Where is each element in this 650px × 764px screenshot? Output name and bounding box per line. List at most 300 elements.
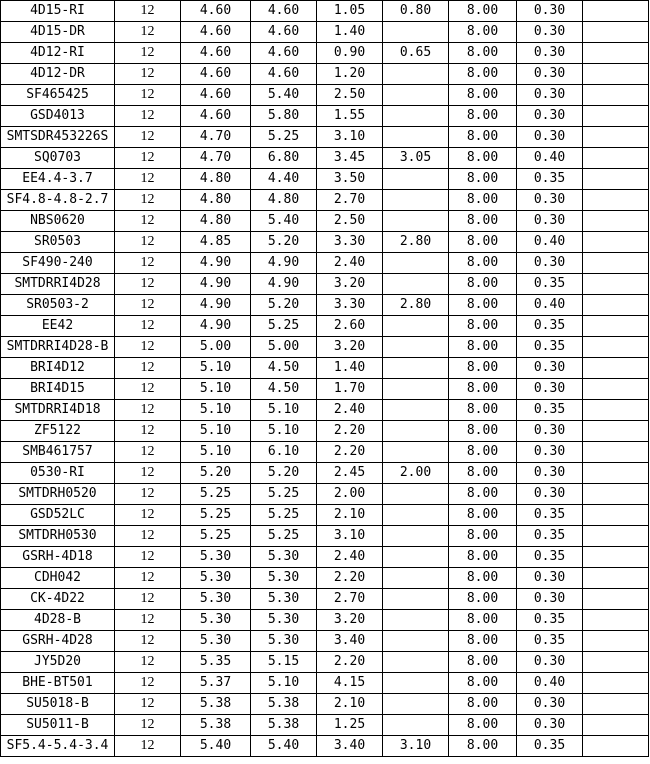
cell-pitch: 8.00 <box>449 442 517 463</box>
cell-tape-width: 12 <box>115 694 181 715</box>
cell-thickness: 0.40 <box>517 232 583 253</box>
cell-extra <box>583 547 649 568</box>
cell-height-alt <box>383 190 449 211</box>
cell-height: 2.60 <box>317 316 383 337</box>
cell-length: 4.70 <box>181 148 251 169</box>
table-row <box>1 421 649 442</box>
cell-tape-width: 12 <box>115 358 181 379</box>
cell-part-number: SR0503 <box>1 232 115 253</box>
table-row <box>1 64 649 85</box>
table-row <box>1 232 649 253</box>
cell-extra <box>583 484 649 505</box>
cell-tape-width: 12 <box>115 253 181 274</box>
cell-tape-width: 12 <box>115 631 181 652</box>
cell-length: 4.90 <box>181 253 251 274</box>
cell-height-alt <box>383 610 449 631</box>
cell-part-number: CK-4D22 <box>1 589 115 610</box>
cell-height-alt <box>383 673 449 694</box>
cell-length: 4.60 <box>181 22 251 43</box>
cell-tape-width: 12 <box>115 190 181 211</box>
cell-length: 4.80 <box>181 169 251 190</box>
cell-thickness: 0.30 <box>517 127 583 148</box>
table-row <box>1 568 649 589</box>
cell-part-number: SR0503-2 <box>1 295 115 316</box>
cell-pitch: 8.00 <box>449 673 517 694</box>
table-row <box>1 463 649 484</box>
cell-height: 3.40 <box>317 631 383 652</box>
cell-height: 2.50 <box>317 85 383 106</box>
cell-length: 5.30 <box>181 610 251 631</box>
cell-thickness: 0.30 <box>517 694 583 715</box>
cell-tape-width: 12 <box>115 85 181 106</box>
cell-length: 5.30 <box>181 547 251 568</box>
cell-pitch: 8.00 <box>449 337 517 358</box>
cell-pitch: 8.00 <box>449 1 517 22</box>
cell-length: 5.30 <box>181 589 251 610</box>
cell-pitch: 8.00 <box>449 232 517 253</box>
cell-part-number: GSD4013 <box>1 106 115 127</box>
cell-extra <box>583 127 649 148</box>
cell-length: 5.00 <box>181 337 251 358</box>
cell-pitch: 8.00 <box>449 589 517 610</box>
cell-part-number: JY5D20 <box>1 652 115 673</box>
cell-part-number: BRI4D15 <box>1 379 115 400</box>
cell-part-number: SQ0703 <box>1 148 115 169</box>
cell-extra <box>583 673 649 694</box>
cell-thickness: 0.30 <box>517 253 583 274</box>
cell-height-alt <box>383 631 449 652</box>
table-row <box>1 442 649 463</box>
cell-length: 5.10 <box>181 400 251 421</box>
cell-thickness: 0.30 <box>517 1 583 22</box>
cell-part-number: SMTDRRI4D18 <box>1 400 115 421</box>
cell-height: 2.70 <box>317 190 383 211</box>
cell-height-alt: 2.80 <box>383 295 449 316</box>
cell-thickness: 0.30 <box>517 22 583 43</box>
cell-height: 2.10 <box>317 694 383 715</box>
cell-tape-width: 12 <box>115 43 181 64</box>
cell-tape-width: 12 <box>115 610 181 631</box>
cell-part-number: SMTDRH0520 <box>1 484 115 505</box>
table-row <box>1 190 649 211</box>
cell-extra <box>583 316 649 337</box>
cell-thickness: 0.35 <box>517 631 583 652</box>
cell-height: 2.40 <box>317 547 383 568</box>
cell-height-alt <box>383 358 449 379</box>
cell-width: 5.40 <box>251 211 317 232</box>
cell-width: 4.60 <box>251 1 317 22</box>
cell-length: 4.60 <box>181 85 251 106</box>
table-row <box>1 169 649 190</box>
cell-height: 3.30 <box>317 232 383 253</box>
cell-part-number: ZF5122 <box>1 421 115 442</box>
cell-height-alt: 0.80 <box>383 1 449 22</box>
cell-thickness: 0.35 <box>517 526 583 547</box>
cell-width: 5.30 <box>251 589 317 610</box>
cell-height: 1.05 <box>317 1 383 22</box>
cell-height: 3.50 <box>317 169 383 190</box>
cell-extra <box>583 295 649 316</box>
cell-width: 5.10 <box>251 673 317 694</box>
cell-pitch: 8.00 <box>449 715 517 736</box>
cell-extra <box>583 631 649 652</box>
cell-height: 1.40 <box>317 358 383 379</box>
table-row <box>1 85 649 106</box>
cell-pitch: 8.00 <box>449 610 517 631</box>
cell-width: 5.25 <box>251 505 317 526</box>
cell-length: 4.60 <box>181 1 251 22</box>
cell-width: 4.50 <box>251 379 317 400</box>
cell-height-alt: 2.00 <box>383 463 449 484</box>
cell-width: 5.20 <box>251 232 317 253</box>
cell-width: 5.15 <box>251 652 317 673</box>
cell-length: 5.25 <box>181 526 251 547</box>
table-row <box>1 211 649 232</box>
cell-extra <box>583 400 649 421</box>
cell-part-number: 0530-RI <box>1 463 115 484</box>
table-row <box>1 295 649 316</box>
cell-length: 4.85 <box>181 232 251 253</box>
cell-height-alt <box>383 442 449 463</box>
table-row <box>1 127 649 148</box>
cell-thickness: 0.35 <box>517 316 583 337</box>
table-row <box>1 652 649 673</box>
cell-thickness: 0.30 <box>517 358 583 379</box>
cell-extra <box>583 736 649 757</box>
cell-pitch: 8.00 <box>449 547 517 568</box>
cell-tape-width: 12 <box>115 463 181 484</box>
cell-height-alt <box>383 484 449 505</box>
cell-tape-width: 12 <box>115 568 181 589</box>
cell-length: 4.70 <box>181 127 251 148</box>
cell-length: 4.90 <box>181 295 251 316</box>
cell-pitch: 8.00 <box>449 169 517 190</box>
cell-height-alt <box>383 85 449 106</box>
cell-length: 4.90 <box>181 274 251 295</box>
cell-height: 2.45 <box>317 463 383 484</box>
cell-height: 1.25 <box>317 715 383 736</box>
cell-tape-width: 12 <box>115 484 181 505</box>
cell-pitch: 8.00 <box>449 295 517 316</box>
cell-height: 3.20 <box>317 274 383 295</box>
cell-width: 5.30 <box>251 610 317 631</box>
cell-extra <box>583 106 649 127</box>
cell-height: 2.20 <box>317 568 383 589</box>
cell-part-number: SMB461757 <box>1 442 115 463</box>
cell-part-number: GSRH-4D28 <box>1 631 115 652</box>
cell-width: 5.30 <box>251 631 317 652</box>
table-row <box>1 547 649 568</box>
cell-height: 3.20 <box>317 610 383 631</box>
cell-pitch: 8.00 <box>449 484 517 505</box>
cell-tape-width: 12 <box>115 106 181 127</box>
cell-thickness: 0.30 <box>517 106 583 127</box>
cell-tape-width: 12 <box>115 274 181 295</box>
cell-tape-width: 12 <box>115 400 181 421</box>
cell-height-alt: 2.80 <box>383 232 449 253</box>
table-row <box>1 148 649 169</box>
cell-height: 2.20 <box>317 442 383 463</box>
cell-length: 5.38 <box>181 715 251 736</box>
cell-height-alt <box>383 316 449 337</box>
cell-pitch: 8.00 <box>449 316 517 337</box>
table-row <box>1 694 649 715</box>
cell-pitch: 8.00 <box>449 694 517 715</box>
cell-height-alt <box>383 715 449 736</box>
cell-height-alt: 0.65 <box>383 43 449 64</box>
cell-width: 5.80 <box>251 106 317 127</box>
cell-pitch: 8.00 <box>449 211 517 232</box>
cell-length: 5.10 <box>181 421 251 442</box>
cell-height: 3.40 <box>317 736 383 757</box>
cell-height-alt <box>383 589 449 610</box>
cell-pitch: 8.00 <box>449 400 517 421</box>
cell-thickness: 0.30 <box>517 568 583 589</box>
cell-extra <box>583 568 649 589</box>
cell-width: 4.60 <box>251 64 317 85</box>
cell-extra <box>583 379 649 400</box>
table-row <box>1 106 649 127</box>
table-row <box>1 526 649 547</box>
cell-thickness: 0.35 <box>517 736 583 757</box>
cell-extra <box>583 652 649 673</box>
table-row <box>1 316 649 337</box>
cell-tape-width: 12 <box>115 736 181 757</box>
cell-thickness: 0.30 <box>517 43 583 64</box>
cell-width: 6.80 <box>251 148 317 169</box>
cell-tape-width: 12 <box>115 232 181 253</box>
cell-height: 3.20 <box>317 337 383 358</box>
cell-length: 5.10 <box>181 358 251 379</box>
cell-thickness: 0.30 <box>517 652 583 673</box>
table-row <box>1 337 649 358</box>
spec-table-body <box>1 1 649 757</box>
cell-height: 1.20 <box>317 64 383 85</box>
cell-extra <box>583 211 649 232</box>
table-row <box>1 400 649 421</box>
cell-thickness: 0.35 <box>517 547 583 568</box>
cell-tape-width: 12 <box>115 421 181 442</box>
cell-width: 5.30 <box>251 547 317 568</box>
cell-pitch: 8.00 <box>449 22 517 43</box>
cell-extra <box>583 253 649 274</box>
cell-part-number: SU5011-B <box>1 715 115 736</box>
cell-width: 5.20 <box>251 295 317 316</box>
cell-extra <box>583 1 649 22</box>
cell-height: 2.70 <box>317 589 383 610</box>
cell-thickness: 0.30 <box>517 715 583 736</box>
cell-tape-width: 12 <box>115 547 181 568</box>
cell-extra <box>583 463 649 484</box>
cell-pitch: 8.00 <box>449 190 517 211</box>
table-row <box>1 22 649 43</box>
cell-part-number: GSD52LC <box>1 505 115 526</box>
cell-height-alt <box>383 127 449 148</box>
cell-part-number: CDH042 <box>1 568 115 589</box>
cell-extra <box>583 274 649 295</box>
cell-height: 2.40 <box>317 400 383 421</box>
cell-tape-width: 12 <box>115 337 181 358</box>
cell-length: 5.40 <box>181 736 251 757</box>
cell-length: 4.60 <box>181 106 251 127</box>
cell-thickness: 0.30 <box>517 64 583 85</box>
cell-pitch: 8.00 <box>449 358 517 379</box>
cell-thickness: 0.35 <box>517 274 583 295</box>
cell-thickness: 0.30 <box>517 85 583 106</box>
cell-extra <box>583 589 649 610</box>
cell-height: 3.30 <box>317 295 383 316</box>
cell-height: 3.45 <box>317 148 383 169</box>
cell-height-alt <box>383 22 449 43</box>
cell-width: 5.25 <box>251 526 317 547</box>
cell-height-alt <box>383 694 449 715</box>
cell-tape-width: 12 <box>115 148 181 169</box>
cell-thickness: 0.35 <box>517 400 583 421</box>
cell-height-alt <box>383 421 449 442</box>
cell-width: 4.90 <box>251 253 317 274</box>
cell-thickness: 0.40 <box>517 148 583 169</box>
cell-height-alt <box>383 169 449 190</box>
cell-height-alt <box>383 568 449 589</box>
cell-width: 4.60 <box>251 22 317 43</box>
cell-part-number: 4D15-RI <box>1 1 115 22</box>
cell-height: 3.10 <box>317 526 383 547</box>
cell-length: 5.10 <box>181 442 251 463</box>
cell-thickness: 0.35 <box>517 169 583 190</box>
cell-thickness: 0.30 <box>517 442 583 463</box>
cell-thickness: 0.30 <box>517 421 583 442</box>
cell-extra <box>583 85 649 106</box>
cell-height-alt <box>383 274 449 295</box>
cell-length: 4.90 <box>181 316 251 337</box>
cell-tape-width: 12 <box>115 505 181 526</box>
cell-height: 2.40 <box>317 253 383 274</box>
cell-width: 4.40 <box>251 169 317 190</box>
cell-width: 5.25 <box>251 484 317 505</box>
cell-tape-width: 12 <box>115 211 181 232</box>
cell-extra <box>583 715 649 736</box>
cell-pitch: 8.00 <box>449 568 517 589</box>
cell-tape-width: 12 <box>115 715 181 736</box>
cell-part-number: SF5.4-5.4-3.4 <box>1 736 115 757</box>
cell-pitch: 8.00 <box>449 127 517 148</box>
cell-length: 4.60 <box>181 64 251 85</box>
cell-extra <box>583 190 649 211</box>
cell-part-number: 4D15-DR <box>1 22 115 43</box>
cell-pitch: 8.00 <box>449 85 517 106</box>
cell-height-alt <box>383 253 449 274</box>
cell-thickness: 0.30 <box>517 589 583 610</box>
cell-length: 4.80 <box>181 190 251 211</box>
cell-tape-width: 12 <box>115 589 181 610</box>
cell-pitch: 8.00 <box>449 631 517 652</box>
cell-height: 1.70 <box>317 379 383 400</box>
cell-tape-width: 12 <box>115 295 181 316</box>
cell-length: 5.25 <box>181 505 251 526</box>
cell-thickness: 0.30 <box>517 484 583 505</box>
table-row <box>1 484 649 505</box>
cell-extra <box>583 421 649 442</box>
cell-height-alt <box>383 379 449 400</box>
table-row <box>1 715 649 736</box>
cell-length: 4.80 <box>181 211 251 232</box>
cell-height-alt <box>383 337 449 358</box>
cell-tape-width: 12 <box>115 169 181 190</box>
cell-part-number: BHE-BT501 <box>1 673 115 694</box>
cell-thickness: 0.35 <box>517 610 583 631</box>
cell-width: 5.38 <box>251 694 317 715</box>
cell-part-number: BRI4D12 <box>1 358 115 379</box>
cell-pitch: 8.00 <box>449 526 517 547</box>
cell-thickness: 0.40 <box>517 673 583 694</box>
table-row <box>1 673 649 694</box>
cell-tape-width: 12 <box>115 1 181 22</box>
cell-tape-width: 12 <box>115 379 181 400</box>
cell-length: 5.37 <box>181 673 251 694</box>
cell-tape-width: 12 <box>115 22 181 43</box>
cell-tape-width: 12 <box>115 526 181 547</box>
cell-height: 2.20 <box>317 652 383 673</box>
cell-pitch: 8.00 <box>449 274 517 295</box>
cell-width: 5.30 <box>251 568 317 589</box>
cell-height: 2.20 <box>317 421 383 442</box>
cell-width: 5.10 <box>251 421 317 442</box>
cell-pitch: 8.00 <box>449 505 517 526</box>
cell-part-number: 4D12-RI <box>1 43 115 64</box>
cell-pitch: 8.00 <box>449 253 517 274</box>
cell-pitch: 8.00 <box>449 736 517 757</box>
cell-part-number: GSRH-4D18 <box>1 547 115 568</box>
cell-width: 6.10 <box>251 442 317 463</box>
table-row <box>1 43 649 64</box>
cell-width: 4.60 <box>251 43 317 64</box>
cell-tape-width: 12 <box>115 652 181 673</box>
cell-width: 5.10 <box>251 400 317 421</box>
cell-thickness: 0.30 <box>517 463 583 484</box>
cell-height-alt: 3.10 <box>383 736 449 757</box>
cell-width: 5.40 <box>251 736 317 757</box>
cell-height: 1.55 <box>317 106 383 127</box>
cell-pitch: 8.00 <box>449 652 517 673</box>
cell-extra <box>583 169 649 190</box>
cell-part-number: 4D12-DR <box>1 64 115 85</box>
cell-height-alt <box>383 652 449 673</box>
cell-tape-width: 12 <box>115 442 181 463</box>
cell-extra <box>583 610 649 631</box>
cell-thickness: 0.30 <box>517 190 583 211</box>
table-row <box>1 1 649 22</box>
cell-height: 0.90 <box>317 43 383 64</box>
table-row <box>1 589 649 610</box>
cell-part-number: SU5018-B <box>1 694 115 715</box>
cell-length: 4.60 <box>181 43 251 64</box>
table-row <box>1 358 649 379</box>
cell-extra <box>583 22 649 43</box>
cell-tape-width: 12 <box>115 673 181 694</box>
cell-part-number: SMTDRRI4D28-B <box>1 337 115 358</box>
cell-part-number: SMTSDR453226S <box>1 127 115 148</box>
cell-height-alt <box>383 211 449 232</box>
cell-length: 5.25 <box>181 484 251 505</box>
cell-pitch: 8.00 <box>449 148 517 169</box>
cell-height: 3.10 <box>317 127 383 148</box>
cell-width: 4.50 <box>251 358 317 379</box>
table-row <box>1 379 649 400</box>
cell-height-alt <box>383 64 449 85</box>
cell-length: 5.10 <box>181 379 251 400</box>
cell-height-alt <box>383 505 449 526</box>
cell-height-alt <box>383 400 449 421</box>
